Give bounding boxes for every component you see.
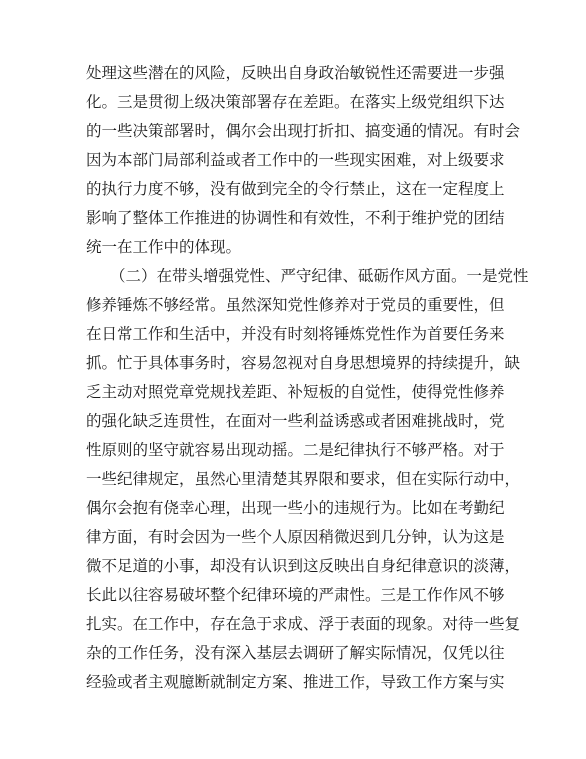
text-line: 的强化缺乏连贯性，在面对一些利益诱惑或者困难挑战时，党 — [86, 412, 505, 430]
text-line: 的一些决策部署时，偶尔会出现打折扣、搞变通的情况。有时会 — [86, 122, 521, 140]
text-line: 长此以往容易破坏整个纪律环境的严肃性。三是工作作风不够 — [86, 586, 505, 604]
text-line: 经验或者主观臆断就制定方案、推进工作，导致工作方案与实 — [86, 673, 505, 691]
text-line: 扎实。在工作中，存在急于求成、浮于表面的现象。对待一些复 — [86, 615, 521, 633]
text-line: 一些纪律规定，虽然心里清楚其界限和要求，但在实际行动中， — [86, 470, 521, 488]
body-text — [86, 59, 529, 697]
text-line: 因为本部门局部利益或者工作中的一些现实困难，对上级要求 — [86, 151, 505, 169]
text-line: 抓。忙于具体事务时，容易忽视对自身思想境界的持续提升，缺 — [86, 354, 521, 372]
text-line: 偶尔会抱有侥幸心理，出现一些小的违规行为。比如在考勤纪 — [86, 499, 505, 517]
text-line: 性原则的坚守就容易出现动摇。二是纪律执行不够严格。对于 — [86, 441, 505, 459]
section-heading-line: （二）在带头增强党性、严守纪律、砥砺作风方面。一是党性 — [110, 267, 529, 285]
paragraph-end-line: 统一在工作中的体现。 — [86, 238, 242, 256]
text-line: 化。三是贯彻上级决策部署存在差距。在落实上级党组织下达 — [86, 93, 505, 111]
text-line: 乏主动对照党章党规找差距、补短板的自觉性，使得党性修养 — [86, 383, 505, 401]
text-line: 微不足道的小事，却没有认识到这反映出自身纪律意识的淡薄， — [86, 557, 521, 575]
text-line: 杂的工作任务，没有深入基层去调研了解实际情况，仅凭以往 — [86, 644, 505, 662]
text-line: 律方面，有时会因为一些个人原因稍微迟到几分钟，认为这是 — [86, 528, 505, 546]
text-line: 修养锤炼不够经常。虽然深知党性修养对于党员的重要性，但 — [86, 296, 505, 314]
text-line: 在日常工作和生活中，并没有时刻将锤炼党性作为首要任务来 — [86, 325, 505, 343]
text-line: 影响了整体工作推进的协调性和有效性，不利于维护党的团结 — [86, 209, 505, 227]
text-line: 处理这些潜在的风险，反映出自身政治敏锐性还需要进一步强 — [86, 64, 505, 82]
text-line: 的执行力度不够，没有做到完全的令行禁止，这在一定程度上 — [86, 180, 505, 198]
